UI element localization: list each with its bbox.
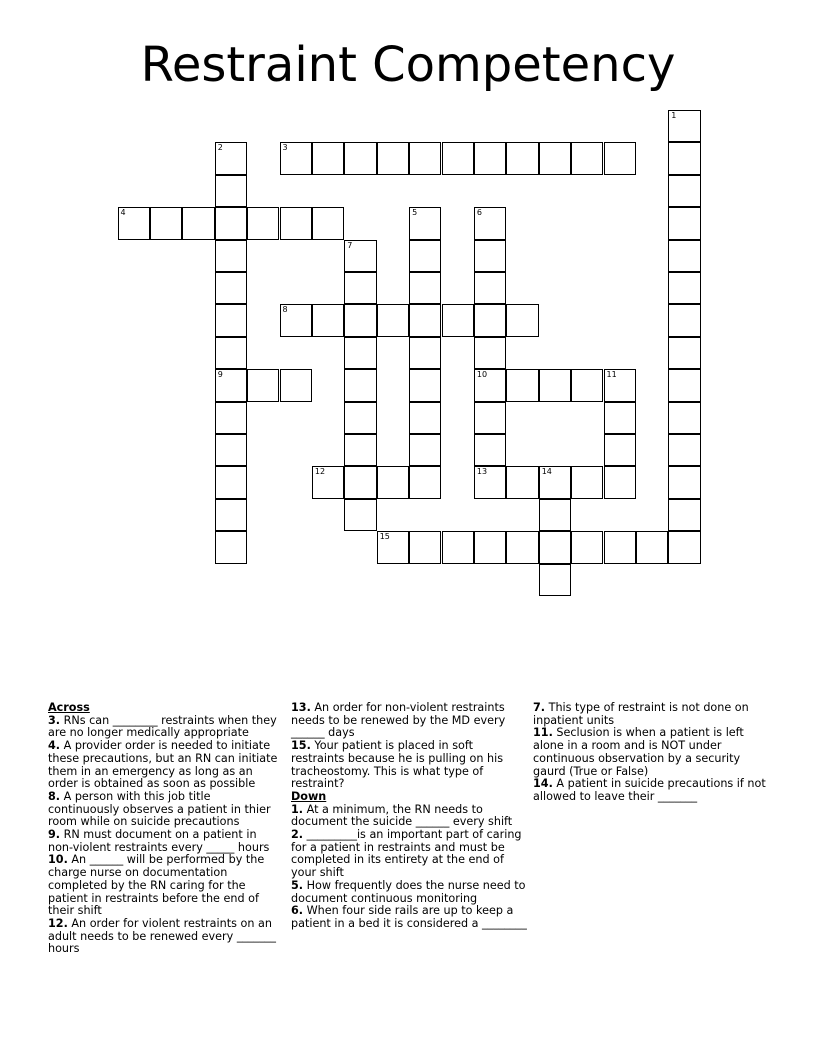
clue-text: Seclusion is when a patient is left alone in a room and is NOT under continuous observation by a security gaurd (True or False) (533, 726, 744, 778)
grid-cell[interactable] (668, 337, 700, 369)
grid-cell[interactable] (409, 434, 441, 466)
grid-cell[interactable] (506, 369, 538, 401)
grid-cell[interactable] (344, 272, 376, 304)
clue-text: An ______ will be performed by the charge nurse on documentation completed by the RN caring for the patient in restraints before the end of their shift (48, 853, 265, 918)
clue-text: An order for violent restraints on an adult needs to be renewed every _______ hours (48, 916, 276, 956)
grid-cell[interactable] (668, 110, 700, 142)
clue-text: This type of restraint is not done on inpatient units (533, 701, 749, 727)
grid-cell[interactable] (604, 466, 636, 498)
cell-number: 14 (541, 467, 552, 477)
grid-cell[interactable] (506, 142, 538, 174)
grid-cell[interactable] (247, 207, 279, 239)
clue-number: 9. (48, 828, 61, 842)
grid-cell[interactable] (539, 369, 571, 401)
grid-cell[interactable] (182, 207, 214, 239)
grid-cell[interactable] (668, 466, 700, 498)
grid-cell[interactable] (377, 304, 409, 336)
grid-cell[interactable] (668, 175, 700, 207)
grid-cell[interactable] (409, 207, 441, 239)
clue-text: A provider order is needed to initiate these precautions, but an RN can initiate them in an emergency as long as an order is obtained as soon as possible (48, 739, 278, 791)
grid-cell[interactable] (539, 564, 571, 596)
down-heading: Down (291, 789, 327, 803)
clue-down-11 (533, 727, 769, 778)
grid-cell[interactable] (215, 434, 247, 466)
clue-text: A patient in suicide precautions if not allowed to leave their _______ (533, 777, 766, 803)
grid-cell[interactable] (571, 466, 603, 498)
clue-across-9 (48, 829, 280, 854)
grid-cell[interactable] (312, 466, 344, 498)
grid-cell[interactable] (539, 531, 571, 563)
grid-cell[interactable] (442, 531, 474, 563)
clue-across-13 (291, 702, 527, 740)
cell-number: 15 (379, 532, 390, 542)
grid-cell[interactable] (344, 369, 376, 401)
grid-cell[interactable] (409, 531, 441, 563)
grid-cell[interactable] (344, 142, 376, 174)
clue-number: 13. (291, 701, 311, 714)
clue-number: 2. (291, 828, 304, 842)
grid-cell[interactable] (344, 337, 376, 369)
grid-cell[interactable] (215, 337, 247, 369)
clue-number: 15. (291, 739, 311, 753)
grid-cell[interactable] (344, 304, 376, 336)
clue-text: An order for non-violent restraints needs to be renewed by the MD every ______ days (291, 701, 506, 740)
grid-cell[interactable] (668, 531, 700, 563)
grid-cell[interactable] (215, 142, 247, 174)
cell-number: 12 (314, 467, 326, 477)
cell-number: 7 (347, 240, 353, 250)
clue-across-4 (48, 740, 280, 791)
cell-number: 5 (412, 208, 418, 218)
grid-cell[interactable] (604, 369, 636, 401)
grid-cell[interactable] (409, 304, 441, 336)
grid-cell[interactable] (604, 434, 636, 466)
clue-down-1 (291, 804, 527, 829)
grid-cell[interactable] (539, 466, 571, 498)
grid-cell[interactable] (668, 240, 700, 272)
grid-cell[interactable] (409, 337, 441, 369)
grid-cell[interactable] (571, 369, 603, 401)
grid-cell[interactable] (150, 207, 182, 239)
grid-cell[interactable] (344, 499, 376, 531)
clue-number: 1. (291, 802, 304, 816)
clue-number: 6. (291, 904, 304, 918)
clue-across-15 (291, 740, 527, 791)
grid-cell[interactable] (604, 142, 636, 174)
grid-cell[interactable] (474, 272, 506, 304)
cell-number: 4 (120, 208, 126, 218)
grid-cell[interactable] (668, 207, 700, 239)
clue-text: At a minimum, the RN needs to document the suicide ______ every shift (291, 802, 513, 829)
cell-number: 8 (282, 305, 288, 315)
page-title: Restraint Competency (140, 37, 676, 93)
clue-number: 4. (48, 739, 61, 753)
grid-cell[interactable] (312, 304, 344, 336)
clue-text: When four side rails are up to keep a patient in a bed it is considered a ________ (291, 904, 527, 930)
grid-cell[interactable] (215, 240, 247, 272)
clue-text: How frequently does the nurse need to document continuous monitoring (291, 878, 526, 905)
grid-cell[interactable] (604, 402, 636, 434)
grid-cell[interactable] (312, 207, 344, 239)
clues-column-2 (291, 702, 527, 931)
grid-cell[interactable] (474, 304, 506, 336)
grid-cell[interactable] (668, 272, 700, 304)
clue-text: RN must document on a patient in non-violent restraints every _____ hours (48, 828, 270, 854)
grid-cell[interactable] (312, 142, 344, 174)
clue-down-5 (291, 880, 527, 905)
grid-cell[interactable] (668, 142, 700, 174)
grid-cell[interactable] (280, 207, 312, 239)
clue-number: 7. (533, 701, 546, 714)
grid-cell[interactable] (668, 402, 700, 434)
grid-cell[interactable] (215, 402, 247, 434)
clue-number: 12. (48, 916, 68, 930)
cell-number: 6 (476, 208, 482, 218)
grid-cell[interactable] (215, 369, 247, 401)
grid-cell[interactable] (539, 499, 571, 531)
grid-cell[interactable] (474, 207, 506, 239)
clue-across-10 (48, 854, 280, 918)
grid-cell[interactable] (215, 207, 247, 239)
grid-cell[interactable] (474, 142, 506, 174)
grid-cell[interactable] (474, 402, 506, 434)
grid-cell[interactable] (280, 304, 312, 336)
grid-cell[interactable] (668, 434, 700, 466)
clues-column-3 (533, 702, 769, 804)
grid-cell[interactable] (442, 142, 474, 174)
grid-cell[interactable] (344, 434, 376, 466)
clue-across-3 (48, 715, 280, 740)
clue-text: _________is an important part of caring for a patient in restraints and must be completed in its entirety at the end of your shift (291, 828, 522, 880)
clue-text: RNs can ________ restraints when they are no longer medically appropriate (48, 713, 277, 740)
clue-number: 5. (291, 878, 304, 892)
cell-number: 9 (217, 370, 223, 380)
grid-cell[interactable] (280, 142, 312, 174)
cell-number: 11 (606, 370, 617, 380)
grid-cell[interactable] (409, 142, 441, 174)
grid-cell[interactable] (506, 466, 538, 498)
grid-cell[interactable] (571, 531, 603, 563)
clue-number: 10. (48, 853, 68, 867)
clue-number: 14. (533, 777, 553, 791)
grid-cell[interactable] (215, 272, 247, 304)
clue-across-8 (48, 791, 280, 829)
cell-number: 10 (476, 370, 488, 380)
cell-number: 13 (476, 467, 488, 477)
clue-down-2 (291, 829, 527, 880)
grid-cell[interactable] (377, 466, 409, 498)
grid-cell[interactable] (247, 369, 279, 401)
grid-cell[interactable] (636, 531, 668, 563)
grid-cell[interactable] (506, 304, 538, 336)
grid-cell[interactable] (344, 402, 376, 434)
clue-number: 11. (533, 726, 553, 740)
clue-number: 3. (48, 713, 61, 727)
cell-number: 2 (217, 143, 223, 153)
clue-across-12 (48, 918, 280, 956)
grid-cell[interactable] (668, 369, 700, 401)
grid-cell[interactable] (409, 402, 441, 434)
clue-text: Your patient is placed in soft restraints because he is pulling on his tracheostomy. This is what type of restraint? (291, 739, 504, 791)
across-heading: Across (48, 701, 90, 714)
grid-cell[interactable] (377, 531, 409, 563)
grid-cell[interactable] (442, 304, 474, 336)
grid-cell[interactable] (344, 240, 376, 272)
grid-cell[interactable] (668, 304, 700, 336)
clue-down-14 (533, 778, 769, 803)
grid-cell[interactable] (474, 466, 506, 498)
grid-cell[interactable] (377, 142, 409, 174)
grid-cell[interactable] (474, 531, 506, 563)
grid-cell[interactable] (215, 466, 247, 498)
grid-cell[interactable] (474, 240, 506, 272)
cell-number: 1 (671, 111, 677, 120)
grid-cell[interactable] (215, 499, 247, 531)
clues-column-1 (48, 702, 280, 956)
grid-cell[interactable] (280, 369, 312, 401)
grid-cell[interactable] (409, 466, 441, 498)
clue-down-7 (533, 702, 769, 727)
grid-cell[interactable] (474, 337, 506, 369)
clue-down-6 (291, 905, 527, 930)
grid-cell[interactable] (215, 304, 247, 336)
grid-cell[interactable] (344, 466, 376, 498)
grid-cell[interactable] (539, 142, 571, 174)
grid-cell[interactable] (604, 531, 636, 563)
grid-cell[interactable] (474, 369, 506, 401)
grid-cell[interactable] (409, 272, 441, 304)
grid-cell[interactable] (409, 240, 441, 272)
grid-cell[interactable] (215, 531, 247, 563)
clue-number: 8. (48, 789, 61, 803)
grid-cell[interactable] (215, 175, 247, 207)
grid-cell[interactable] (506, 531, 538, 563)
clue-text: A person with this job title continuously observes a patient in thier room while on suicide precautions (48, 789, 271, 829)
grid-cell[interactable] (118, 207, 150, 239)
grid-cell[interactable] (571, 142, 603, 174)
cell-number: 3 (282, 143, 288, 153)
grid-cell[interactable] (474, 434, 506, 466)
grid-cell[interactable] (409, 369, 441, 401)
grid-cell[interactable] (668, 499, 700, 531)
